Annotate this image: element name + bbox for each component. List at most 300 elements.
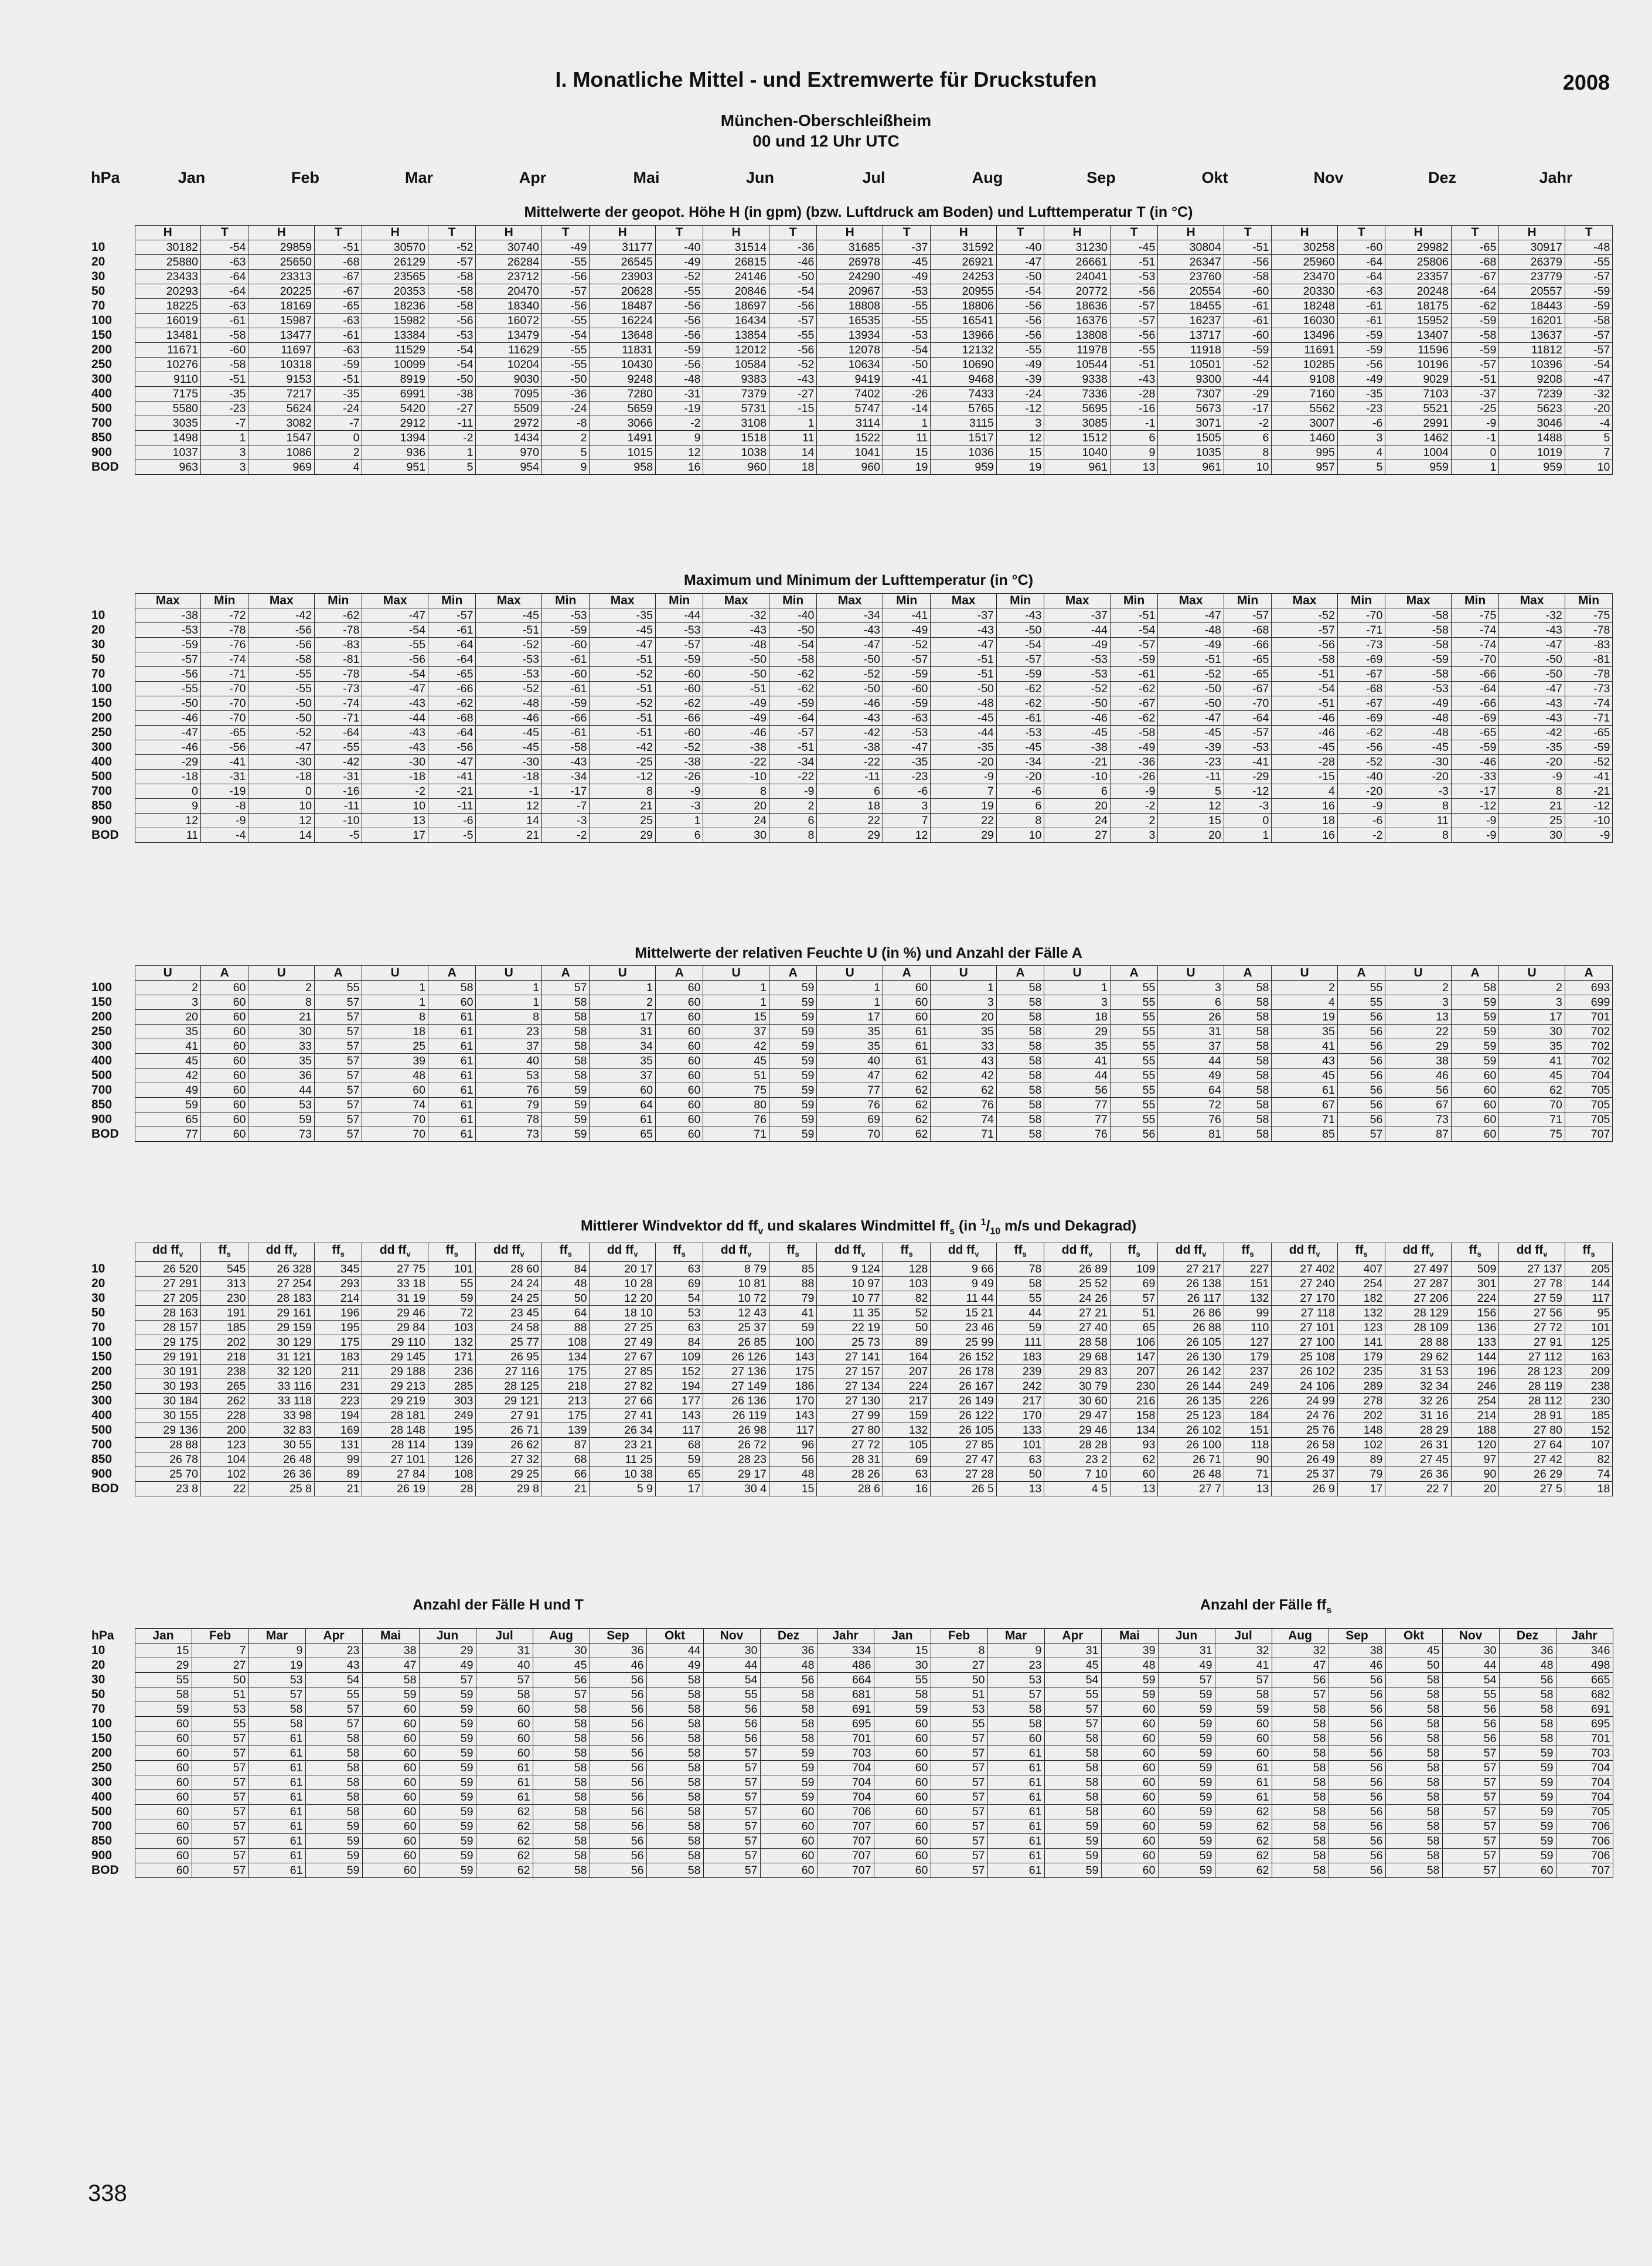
table-cell: 103 [428,1321,475,1335]
table-cell: -16 [315,784,362,799]
table-cell: 2 [1110,814,1157,828]
table-cell: 60 [874,1761,931,1775]
table-cell: 59 [1451,1039,1498,1054]
table-cell: 59 [769,1054,816,1069]
table-cell: 60 [1101,1834,1158,1849]
table-cell: 57 [192,1761,248,1775]
table-row [88,638,1613,652]
table-cell: 23903 [590,270,656,284]
table-cell: 27 42 [1499,1452,1565,1467]
table-cell: 51 [1110,1306,1157,1321]
table-cell: 29 [590,828,656,843]
table-cell: -51 [1110,608,1157,623]
table-cell: 691 [817,1702,874,1717]
table-cell: -23 [1158,755,1224,770]
table-cell: 58 [987,1702,1044,1717]
table-cell: 59 [1158,1775,1215,1790]
table-cell: 61 [248,1775,305,1790]
table-cell: -40 [1337,770,1385,784]
column-header: Max [248,594,315,608]
table-cell: -52 [590,696,656,711]
column-header: Max [703,594,769,608]
column-header: Max [931,594,997,608]
table-cell: 24 58 [476,1321,542,1335]
table-cell: 10544 [1044,358,1111,372]
table-cell: 18 10 [590,1306,656,1321]
table-cell: 100 [769,1335,816,1350]
table-row [88,314,1613,328]
table-cell: 55 [1337,995,1385,1010]
table-cell: 706 [817,1805,874,1819]
table-cell: 55 [1110,1039,1157,1054]
table-cell: 59 [135,1098,201,1112]
table-cell: 23 [476,1025,542,1039]
table-cell: 15952 [1385,314,1452,328]
table-cell: -71 [1337,623,1385,638]
table-cell: -65 [428,667,475,682]
table-cell: 26 105 [1158,1335,1224,1350]
table-cell: 58 [1385,1746,1442,1761]
table-cell: 60 [362,1849,419,1863]
column-header: Min [883,594,930,608]
table-cell: 55 [1110,1010,1157,1025]
table-cell: 27 80 [817,1423,883,1438]
table-cell: -12 [996,402,1044,416]
table-cell: 88 [769,1277,816,1291]
table-cell: 27 25 [590,1321,656,1335]
table-cell: 13966 [931,328,997,343]
level-label: BOD [91,1482,119,1496]
table-cell: 82 [883,1291,930,1306]
column-header: $ff_s$ [1565,1243,1612,1262]
table-cell: 13854 [703,328,769,343]
table-cell: 10 77 [817,1291,883,1306]
table-cell: 31592 [931,240,997,255]
table-cell: 59 [1158,1805,1215,1819]
column-header: U [590,966,656,981]
table-cell: -54 [769,638,816,652]
table-cell: 35 [1499,1039,1565,1054]
table-cell: 59 [305,1849,362,1863]
table-cell: -62 [655,696,703,711]
table-cell: 163 [1565,1350,1612,1365]
table-row [88,431,1613,445]
table-cell: -17 [541,784,589,799]
column-header: A [1337,966,1385,981]
table-cell: 60 [476,1717,533,1731]
table-cell: 76 [703,1112,769,1127]
table-cell: 69 [655,1277,703,1291]
table-cell: 61 [476,1775,533,1790]
table-cell: 64 [590,1098,656,1112]
table-cell: -51 [1110,358,1157,372]
table-cell: 969 [248,460,315,475]
month-column-header: Apr [305,1629,362,1644]
table-cell: 26545 [590,255,656,270]
table-cell: -56 [996,299,1044,314]
table-cell: 29 68 [1044,1350,1111,1365]
table-cell: -47 [996,255,1044,270]
table-cell: 58 [1272,1819,1329,1834]
table-cell: -58 [248,652,315,667]
month-column-header: Dez [760,1629,817,1644]
table-cell: -56 [201,740,248,755]
table-cell: 9 [987,1644,1044,1658]
table-cell: 77 [135,1127,201,1142]
table-row [88,1644,1613,1658]
table-cell: 238 [201,1365,248,1379]
table-cell: 15 21 [931,1306,997,1321]
table-cell: -45 [996,740,1044,755]
table-cell: 35 [817,1039,883,1054]
table-cell: 57 [931,1775,987,1790]
table-cell: -23 [1337,402,1385,416]
table-cell: -68 [1451,255,1498,270]
table-cell: 27 118 [1272,1306,1338,1321]
table-cell: 20 [1451,1482,1498,1496]
table-cell: 28 125 [476,1379,542,1394]
table-cell: 33 118 [248,1394,315,1408]
table-cell: 29 46 [1044,1423,1111,1438]
table-cell: 27 141 [817,1350,883,1365]
table-cell: -61 [428,623,475,638]
table-cell: 60 [1101,1849,1158,1863]
column-header: Min [201,594,248,608]
table-cell: -56 [1110,328,1157,343]
month-column-header: Aug [1272,1629,1329,1644]
table-cell: 58 [533,1717,590,1731]
table-cell: 58 [1499,1702,1556,1717]
table-cell: 60 [201,1127,248,1142]
table-cell: 3 [1110,828,1157,843]
table-cell: -63 [315,343,362,358]
month-label: Apr [519,169,547,186]
column-header: Min [541,594,589,608]
table-cell: 57 [192,1849,248,1863]
table-cell: 26 36 [1385,1467,1452,1482]
table-cell: 21 [1499,799,1565,814]
table-cell: -57 [1565,328,1612,343]
table-cell: -2 [655,416,703,431]
table-cell: 61 [987,1805,1044,1819]
table-cell: 58 [533,1849,590,1863]
table-cell: 27 41 [590,1408,656,1423]
table-cell: -57 [1110,638,1157,652]
column-header: H [817,226,883,240]
table-cell: 26 5 [931,1482,997,1496]
table-cell: -20 [1337,784,1385,799]
table-row [88,1069,1613,1083]
table-cell: 53 [248,1673,305,1687]
table-row [88,387,1613,402]
column-header: dd $ff_v$ [1272,1243,1338,1262]
table-cell: 27 157 [817,1365,883,1379]
table-cell: -69 [1337,652,1385,667]
table-cell: 59 [1499,1761,1556,1775]
table-cell: 58 [248,1717,305,1731]
table-cell: 56 [1329,1702,1385,1717]
table-cell: -57 [883,652,930,667]
table-cell: 132 [428,1335,475,1350]
table-cell: 56 [1337,1112,1385,1127]
table-cell: 23 8 [135,1482,201,1496]
table-cell: -49 [1158,638,1224,652]
table-cell: 26 328 [248,1262,315,1277]
table-cell: -50 [1044,696,1111,711]
table-cell: -51 [769,740,816,755]
table-cell: 58 [1224,1098,1271,1112]
table-cell: 102 [201,1467,248,1482]
table-cell: 60 [362,1819,419,1834]
table-cell: -50 [996,623,1044,638]
table-cell: 58 [1385,1717,1442,1731]
table-cell: 17 [817,1010,883,1025]
table-cell: 196 [1451,1365,1498,1379]
table-cell: 27 45 [1385,1452,1452,1467]
table-cell: -38 [703,740,769,755]
table-cell: 26 135 [1158,1394,1224,1408]
table-cell: -23 [883,770,930,784]
column-header: H [1272,226,1338,240]
table-cell: 26 72 [703,1438,769,1452]
table-cell: 58 [996,1025,1044,1039]
table-cell: -50 [703,667,769,682]
table-cell: -45 [476,726,542,740]
table-cell: 61 [428,1069,475,1083]
table-cell: 75 [1499,1127,1565,1142]
table-cell: -52 [590,667,656,682]
table-cell: -50 [703,652,769,667]
table-cell: 48 [1101,1658,1158,1673]
table-cell: 701 [1556,1731,1613,1746]
table-cell: 49 [646,1658,703,1673]
table-cell: 60 [201,995,248,1010]
table-cell: 960 [817,460,883,475]
table-cell: -50 [996,270,1044,284]
table-cell: -50 [769,623,816,638]
table-cell: 957 [1272,460,1338,475]
column-header: Max [590,594,656,608]
table-cell: 58 [996,1069,1044,1083]
table-cell: 59 [874,1702,931,1717]
column-header: A [996,966,1044,981]
column-header: Min [1224,594,1271,608]
table-cell: 15 [703,1010,769,1025]
table-cell: 65 [655,1467,703,1482]
table-cell: 26 117 [1158,1291,1224,1306]
table-cell: 59 [1215,1702,1272,1717]
table-cell: 1004 [1385,445,1452,460]
table-cell: 45 [135,1054,201,1069]
table-cell: 12 [1158,799,1224,814]
table-cell: -58 [201,358,248,372]
table-cell: -51 [1110,255,1157,270]
table-cell: -64 [428,652,475,667]
table-cell: 35 [590,1054,656,1069]
table-cell: 12 [476,799,542,814]
table-cell: 5623 [1499,402,1565,416]
table-cell: 230 [1110,1379,1157,1394]
table-cell: -43 [541,755,589,770]
table-cell: 26 85 [703,1335,769,1350]
table-cell: 11 [769,431,816,445]
table-cell: -75 [1565,608,1612,623]
table-cell: -35 [883,755,930,770]
column-header: Min [1110,594,1157,608]
table-cell: 141 [1337,1335,1385,1350]
table-cell: -59 [1385,652,1452,667]
table-cell: 182 [1337,1291,1385,1306]
table-cell: 57 [1442,1834,1499,1849]
table-cell: 334 [817,1644,874,1658]
table-cell: 26 78 [135,1452,201,1467]
table-cell: 57 [931,1746,987,1761]
table-cell: 59 [419,1746,476,1761]
table-cell: 58 [646,1790,703,1805]
table-cell: 60 [201,1010,248,1025]
table-cell: 60 [874,1834,931,1849]
table-cell: 62 [883,1127,930,1142]
table-cell: 27 78 [1499,1277,1565,1291]
table-cell: -41 [1224,755,1271,770]
table-cell: -31 [201,770,248,784]
table-cell: 62 [883,1112,930,1127]
table-cell: 84 [655,1335,703,1350]
table-cell: 27 47 [931,1452,997,1467]
table-cell: -2 [1337,828,1385,843]
table-cell: -41 [428,770,475,784]
table-cell: -63 [1337,284,1385,299]
table-cell: -64 [1451,284,1498,299]
table-cell: 20 17 [590,1262,656,1277]
table-cell: -57 [1451,358,1498,372]
table-cell: -52 [1158,667,1224,682]
level-label: 150 [91,1350,113,1364]
table-cell: 12 [135,814,201,828]
table-cell: 89 [883,1335,930,1350]
table-cell: 5673 [1158,402,1224,416]
table-cell: 26 167 [931,1379,997,1394]
table-cell: 27 99 [817,1408,883,1423]
table-cell: -49 [1044,638,1111,652]
table-cell: 175 [541,1408,589,1423]
table-cell: 33 98 [248,1408,315,1423]
table-cell: 59 [769,1039,816,1054]
table-cell: 9030 [476,372,542,387]
table-cell: -57 [1565,343,1612,358]
table-cell: 26 86 [1158,1306,1224,1321]
table-cell: 56 [1329,1834,1385,1849]
table-cell: 59 [419,1717,476,1731]
table-cell: -67 [315,270,362,284]
table-cell: -59 [996,667,1044,682]
table-cell: 59 [305,1819,362,1834]
column-header: H [590,226,656,240]
table-cell: 59 [1499,1790,1556,1805]
month-column-header: Sep [590,1629,646,1644]
column-header: H [1044,226,1111,240]
table-cell: 58 [996,1098,1044,1112]
table-cell: 11596 [1385,343,1452,358]
level-label: 900 [91,814,113,827]
column-header: $ff_s$ [1337,1243,1385,1262]
table-cell: 58 [996,1112,1044,1127]
table-cell: 1 [703,995,769,1010]
table-cell: 58 [428,981,475,995]
table-cell: -73 [1565,682,1612,696]
table-cell: 58 [1272,1775,1329,1790]
table-cell: 11697 [248,343,315,358]
table-cell: 29 136 [135,1423,201,1438]
table-cell: -53 [883,726,930,740]
table-row [88,1438,1613,1452]
column-header: $ff_s$ [655,1243,703,1262]
humidity-table [88,965,1613,1142]
level-label: 10 [91,608,105,622]
table-cell: 25880 [135,255,201,270]
table-cell: 57 [1110,1291,1157,1306]
table-cell: 1488 [1499,431,1565,445]
table-cell: -38 [1044,740,1111,755]
table-cell: -59 [315,358,362,372]
table-cell: 60 [1451,1127,1498,1142]
table-cell: -56 [655,299,703,314]
table-cell: 62 [1215,1819,1272,1834]
table-cell: 7239 [1499,387,1565,402]
table-cell: 3 [201,445,248,460]
level-label: 30 [91,638,105,651]
table-cell: 237 [1224,1365,1271,1379]
table-cell: 56 [1329,1863,1385,1878]
table-cell: 53 [476,1069,542,1083]
level-label: 900 [91,1849,113,1862]
table-cell: 18236 [362,299,428,314]
column-header: T [655,226,703,240]
table-cell: 81 [1158,1127,1224,1142]
month-column-header: Mar [987,1629,1044,1644]
table-cell: 55 [135,1673,192,1687]
table-cell: 28 6 [817,1482,883,1496]
table-cell: 20330 [1272,284,1338,299]
table-cell: 31685 [817,240,883,255]
column-header: Min [769,594,816,608]
table-cell: 20 [931,1010,997,1025]
table-cell: 23760 [1158,270,1224,284]
table-cell: 37 [476,1039,542,1054]
table-cell: -54 [883,343,930,358]
table-cell: 24 [1044,814,1111,828]
table-cell: 58 [1385,1702,1442,1717]
table-cell: 23 [987,1658,1044,1673]
table-cell: 958 [590,460,656,475]
table-cell: -11 [1158,770,1224,784]
table-row [88,1658,1613,1673]
table-cell: -47 [362,682,428,696]
table-cell: 58 [541,1010,589,1025]
table-cell: 89 [315,1467,362,1482]
table-cell: 159 [883,1408,930,1423]
table-cell: 26 58 [1272,1438,1338,1452]
table-cell: 67 [1385,1098,1452,1112]
table-cell: 27 240 [1272,1277,1338,1291]
table-cell: -43 [817,711,883,726]
month-column-header: Aug [533,1629,590,1644]
table-cell: 60 [135,1819,192,1834]
table-cell: 26 48 [248,1452,315,1467]
month-column-header: Feb [192,1629,248,1644]
table-cell: 58 [1272,1805,1329,1819]
table-cell: -43 [1110,372,1157,387]
